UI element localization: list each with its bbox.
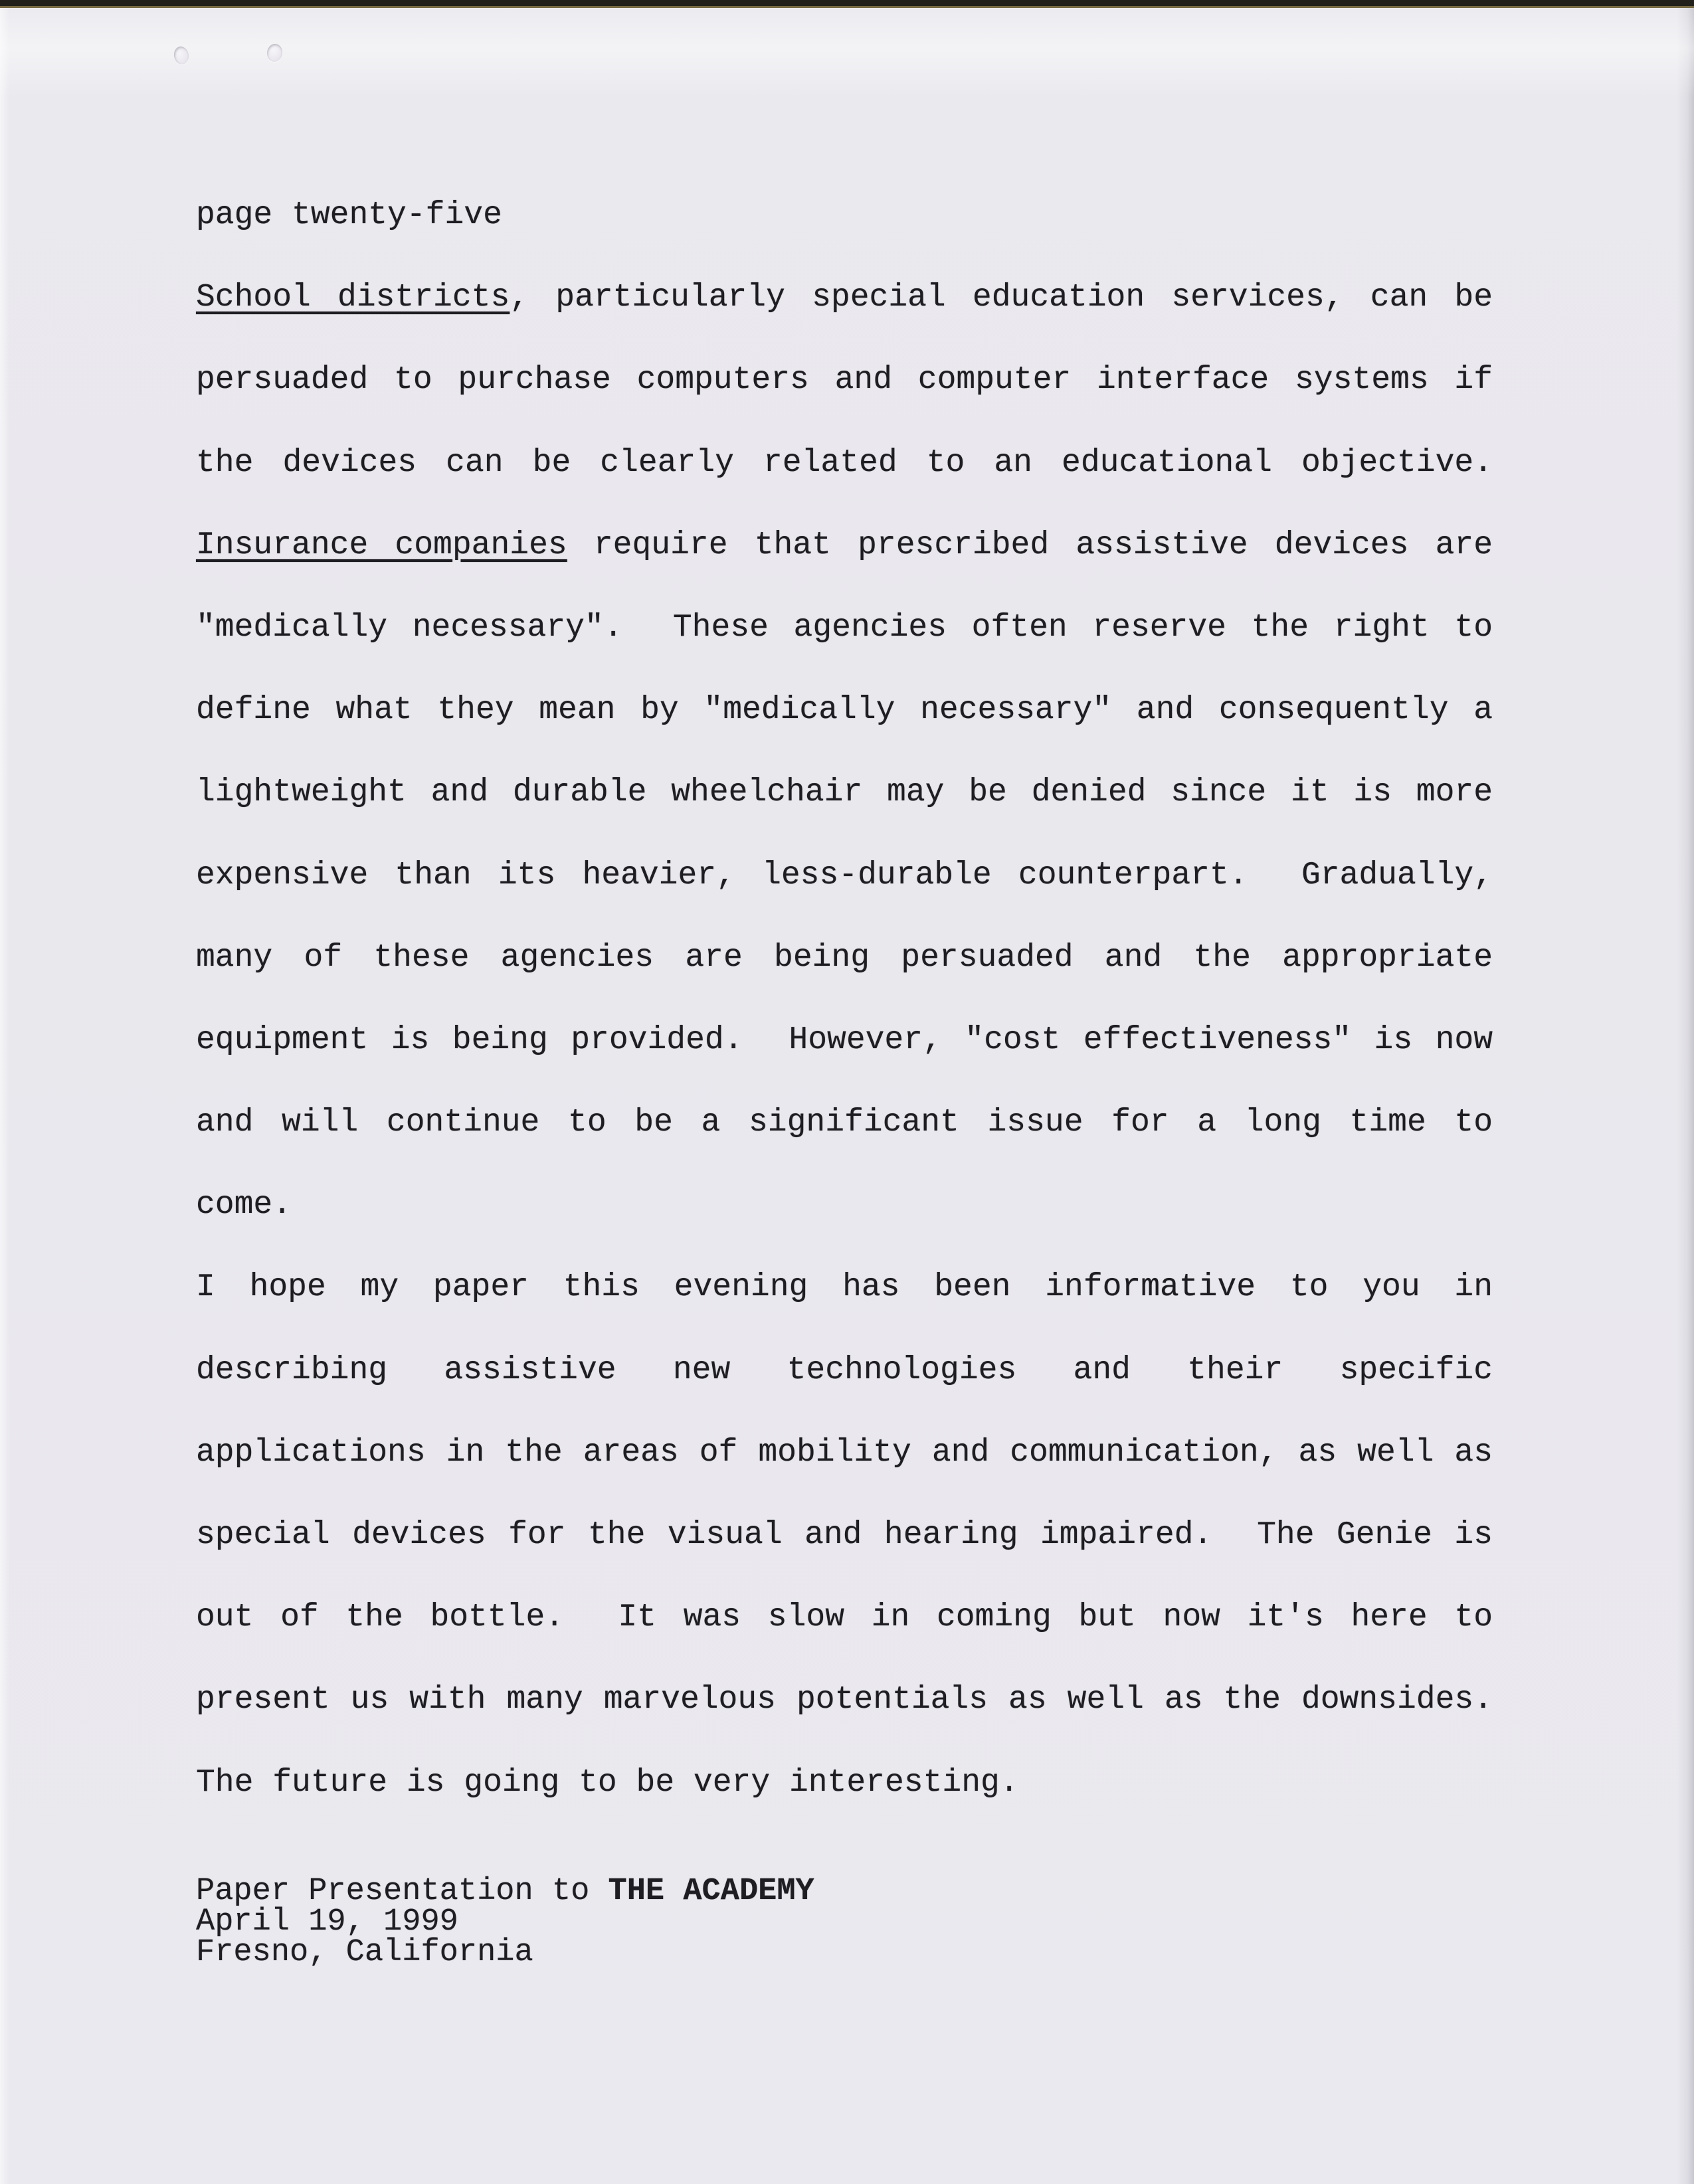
staple-hole-right bbox=[266, 43, 284, 63]
underlined-phrase: School districts bbox=[196, 280, 510, 316]
text-segment: , particularly special education services, can be bbox=[510, 280, 1493, 316]
text-line bbox=[196, 1352, 1493, 1434]
text-segment: lightweight and durable wheelchair may be denied since it is more bbox=[196, 774, 1493, 811]
text-line bbox=[196, 527, 1493, 609]
text-line bbox=[196, 1104, 1493, 1186]
text-line bbox=[196, 857, 1493, 939]
text-segment: equipment is being provided. However, "cost effectiveness" is now bbox=[196, 1022, 1493, 1058]
staple-hole-left bbox=[172, 45, 190, 66]
underlined-phrase: Insurance companies bbox=[196, 527, 567, 563]
text-segment: applications in the areas of mobility and communication, as well as bbox=[196, 1434, 1493, 1471]
typewritten-body bbox=[196, 197, 1493, 1847]
text-line bbox=[196, 1764, 1493, 1847]
text-segment: present us with many marvelous potentials as well as the downsides. bbox=[196, 1682, 1493, 1718]
text-line bbox=[196, 1022, 1493, 1104]
text-segment: describing assistive new technologies and their specific bbox=[196, 1352, 1493, 1388]
scanner-edge-bar bbox=[0, 0, 1694, 8]
text-line bbox=[196, 197, 1493, 279]
text-line bbox=[196, 279, 1493, 361]
text-line bbox=[196, 1599, 1493, 1681]
text-line bbox=[196, 1434, 1493, 1516]
text-line bbox=[196, 361, 1493, 444]
footer-presentation-line bbox=[196, 1876, 814, 1907]
footer-date: April 19, 1999 bbox=[196, 1904, 458, 1940]
text-line bbox=[196, 1186, 1493, 1269]
text-segment: require that prescribed assistive devices are bbox=[567, 527, 1493, 563]
text-segment: come. bbox=[196, 1187, 292, 1224]
text-line bbox=[196, 1516, 1493, 1599]
text-line bbox=[196, 691, 1493, 774]
text-segment: and will continue to be a significant issue for a long time to bbox=[196, 1105, 1493, 1141]
text-segment: special devices for the visual and hearing impaired. The Genie is bbox=[196, 1517, 1493, 1553]
text-segment: expensive than its heavier, less-durable counterpart. Gradually, bbox=[196, 857, 1493, 893]
text-line bbox=[196, 1681, 1493, 1764]
text-segment: The future is going to be very interesting. bbox=[196, 1764, 1019, 1801]
footer-presentation-prefix: Paper Presentation to bbox=[196, 1874, 609, 1909]
footer bbox=[196, 1876, 814, 1968]
text-segment: I hope my paper this evening has been informative to you in bbox=[196, 1269, 1493, 1306]
text-segment: out of the bottle. It was slow in coming but now it's here to bbox=[196, 1599, 1493, 1636]
text-line bbox=[196, 609, 1493, 691]
text-segment: the devices can be clearly related to an educational objective. bbox=[196, 444, 1493, 481]
text-segment: page twenty-five bbox=[196, 197, 502, 233]
text-segment: many of these agencies are being persuaded and the appropriate bbox=[196, 939, 1493, 976]
text-segment: define what they mean by "medically necessary" and consequently a bbox=[196, 692, 1493, 729]
text-segment: "medically necessary". These agencies often reserve the right to bbox=[196, 609, 1493, 646]
text-segment: persuaded to purchase computers and computer interface systems if bbox=[196, 362, 1493, 399]
text-line bbox=[196, 444, 1493, 527]
text-line bbox=[196, 1269, 1493, 1351]
text-line bbox=[196, 774, 1493, 856]
footer-location: Fresno, California bbox=[196, 1935, 533, 1970]
footer-presentation-academy: THE ACADEMY bbox=[608, 1874, 814, 1909]
text-line bbox=[196, 939, 1493, 1022]
